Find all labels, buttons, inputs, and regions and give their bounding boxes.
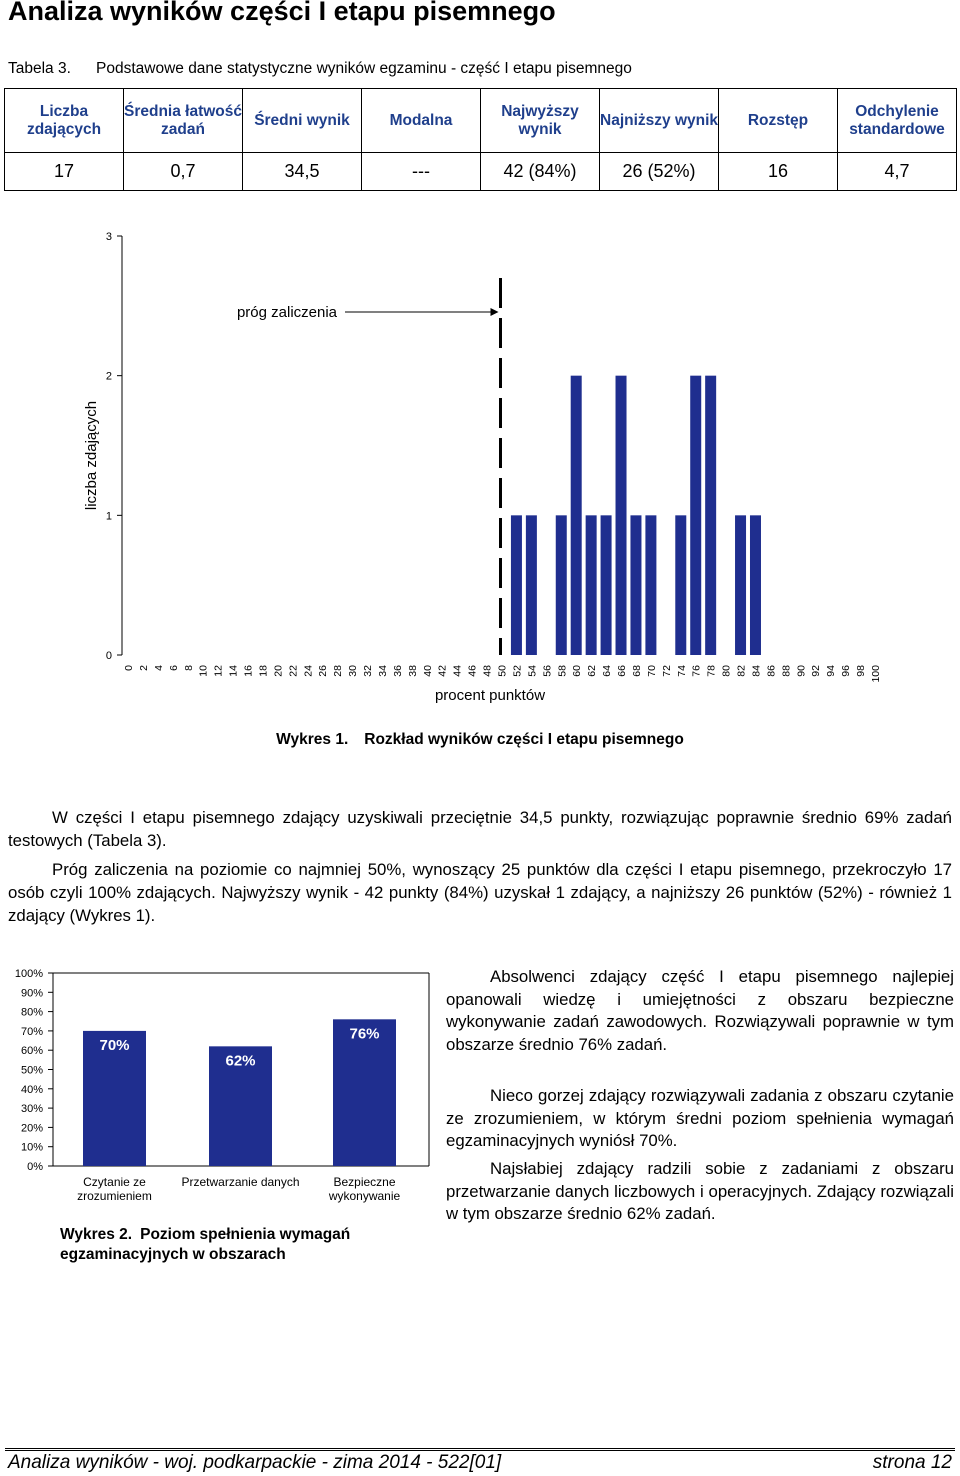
x-tick-label: 66 [616,665,629,677]
bar-data-label: 76% [349,1025,380,1043]
table-caption-number: Tabela 3. [8,60,71,77]
y-tick-label: 2 [105,370,112,383]
header-cell: Najniższy wynik [600,89,719,153]
stats-table [4,88,957,191]
x-tick-label: 32 [362,665,375,677]
x-tick-label: 58 [556,665,569,677]
category-label-line: zrozumieniem [77,1189,152,1203]
x-tick-label: 28 [332,665,345,677]
table-caption [8,60,632,78]
category-label-line: Przetwarzanie danych [181,1175,300,1189]
x-axis-label: procent punktów [434,687,546,704]
histogram-caption-text: Rozkład wyników części I etapu pisemnego [364,731,684,748]
x-tick-label: 88 [780,665,793,677]
summary-paragraph-1: W części I etapu pisemnego zdający uzyskiwali przeciętnie 34,5 punkty, rozwiązując poprawnie średnio 69% zadań testowych (Tabela 3). [8,808,952,850]
y-tick-label: 0% [27,1161,43,1173]
y-tick-label: 0 [105,650,112,662]
histogram-bar [735,515,746,655]
x-tick-label: 2 [137,665,150,671]
x-tick-label: 62 [586,665,599,677]
area-paragraph-3: Najsłabiej zdający radzili sobie z zadaniami z obszaru przetwarzanie danych liczbowych i operacyjnych. Zdający rozwiązali w tym obszarze średnio 62% zadań. [446,1159,954,1224]
header-cell: Średni wynik [243,89,362,153]
x-tick-label: 20 [272,665,285,677]
x-tick-label: 52 [511,665,524,677]
histogram-bar [526,515,537,655]
x-tick-label: 34 [376,665,389,677]
x-tick-label: 80 [720,665,733,677]
histogram-chart [0,220,960,710]
x-tick-label: 92 [810,665,823,677]
x-tick-label: 76 [690,665,703,677]
x-tick-label: 46 [466,665,479,677]
histogram-bar [690,376,701,655]
page-title: Analiza wyników części I etapu pisemnego [8,0,556,26]
footer-page-number: strona 12 [872,1452,952,1473]
stats-value-row [5,153,957,191]
y-tick-label: 60% [20,1045,43,1058]
value-cell: --- [362,153,481,191]
x-tick-label: 48 [481,665,494,677]
x-tick-label: 98 [855,665,868,677]
header-cell: Rozstęp [719,89,838,153]
histogram-bar [556,515,567,655]
footer-divider [5,1448,955,1451]
bar-data-label: 62% [225,1052,256,1070]
threshold-arrow-head [491,308,499,316]
y-tick-label: 40% [20,1083,43,1096]
y-tick-label: 20% [20,1122,43,1135]
category-label-line: wykonywanie [328,1189,401,1203]
bar-chart-caption-text: Poziom spełnienia wymagań egzaminacyjnych w obszarach [60,1226,351,1263]
x-tick-label: 22 [287,665,300,677]
y-tick-label: 1 [105,510,112,523]
threshold-label: próg zaliczenia [236,304,338,321]
histogram-bar [645,515,656,655]
x-tick-label: 100 [870,665,882,683]
header-cell: Średnia łatwość zadań [124,89,243,153]
histogram-bar [586,515,597,655]
x-tick-label: 30 [347,665,360,677]
table-caption-text: Podstawowe dane statystyczne wyników egzaminu - część I etapu pisemnego [96,60,632,77]
area-paragraph-1: Absolwenci zdający część I etapu pisemnego najlepiej opanowali wiedzę i umiejętności z obszaru bezpieczne wykonywanie zadań zawodowych. Rozwiązywali poprawnie w tym obszarze średnio 76% zadań. [446,967,954,1054]
header-cell: Najwyższy wynik [481,89,600,153]
x-tick-label: 6 [167,665,180,671]
x-tick-label: 4 [152,665,165,671]
x-tick-label: 84 [750,665,763,677]
histogram-bar [630,515,641,655]
category-label-line: Czytanie ze [83,1175,146,1189]
histogram-bar [750,515,761,655]
x-tick-label: 18 [257,665,270,677]
x-tick-label: 14 [227,665,240,677]
x-tick-label: 90 [795,665,808,677]
value-cell: 4,7 [838,153,957,191]
x-tick-label: 78 [705,665,718,677]
header-cell: Liczba zdających [5,89,124,153]
histogram-bar [616,376,627,655]
x-tick-label: 64 [601,665,614,677]
x-tick-label: 10 [197,665,210,677]
x-tick-label: 44 [451,665,464,677]
category-label [181,1175,299,1189]
value-cell: 26 (52%) [600,153,719,191]
x-tick-label: 40 [421,665,434,677]
y-tick-label: 80% [20,1006,43,1019]
y-axis-label: liczba zdających [83,400,100,511]
x-tick-label: 0 [123,665,135,671]
x-tick-label: 16 [242,665,255,677]
header-cell: Modalna [362,89,481,153]
x-tick-label: 36 [391,665,404,677]
y-tick-label: 10% [20,1141,43,1154]
x-tick-label: 42 [436,665,449,677]
x-tick-label: 74 [675,665,688,677]
stats-header-row [5,89,957,153]
value-cell: 34,5 [243,153,362,191]
x-tick-label: 86 [765,665,778,677]
x-tick-label: 82 [735,665,748,677]
footer-document-title: Analiza wyników - woj. podkarpackie - zima 2014 - 522[01] [8,1452,502,1473]
y-tick-label: 100% [14,968,43,980]
bar-chart-caption-number: Wykres 2. [60,1226,133,1243]
x-tick-label: 24 [302,665,315,677]
value-cell: 42 (84%) [481,153,600,191]
y-tick-label: 90% [20,987,43,1000]
area-paragraph-2: Nieco gorzej zdający rozwiązywali zadania z obszaru czytanie ze zrozumieniem, w którym średni poziom spełnienia wymagań egzaminacyjnych wyniósł 70%. [446,1086,954,1151]
histogram-bar [511,515,522,655]
y-tick-label: 50% [20,1064,43,1077]
x-tick-label: 12 [212,665,225,677]
x-tick-label: 54 [526,665,539,677]
x-tick-label: 56 [541,665,554,677]
x-tick-label: 50 [496,665,509,677]
x-tick-label: 68 [630,665,643,677]
summary-paragraph-2: Próg zaliczenia na poziomie co najmniej 50%, wynoszący 25 punktów dla części I etapu pisemnego, przekroczyło 17 osób czyli 100% zdających. Najwyższy wynik - 42 punkty (84%) uzyskał 1 zdający, a najniższy 26 punktów (52%) - również 1 zdający (Wykres 1). [8,860,952,925]
y-tick-label: 3 [105,231,112,243]
x-tick-label: 60 [571,665,584,677]
histogram-bar [571,376,582,655]
histogram-bar [675,515,686,655]
x-tick-label: 94 [825,665,838,677]
area-bar-chart [0,960,440,1220]
category-label [328,1175,401,1203]
x-tick-label: 70 [645,665,658,677]
value-cell: 0,7 [124,153,243,191]
y-tick-label: 70% [20,1025,43,1038]
x-tick-label: 8 [182,665,195,671]
y-tick-label: 30% [20,1103,43,1116]
bar-data-label: 70% [99,1036,130,1054]
category-label [77,1175,152,1203]
histogram-caption-number: Wykres 1. [276,731,349,748]
histogram-caption [0,731,960,749]
value-cell: 16 [719,153,838,191]
category-label-line: Bezpieczne [333,1175,396,1189]
histogram-bar [601,515,612,655]
x-tick-label: 38 [406,665,419,677]
x-tick-label: 26 [317,665,330,677]
x-tick-label: 96 [840,665,853,677]
histogram-bar [705,376,716,655]
bar-chart-caption [60,1225,380,1265]
x-tick-label: 72 [660,665,673,677]
value-cell: 17 [5,153,124,191]
header-cell: Odchylenie standardowe [838,89,957,153]
